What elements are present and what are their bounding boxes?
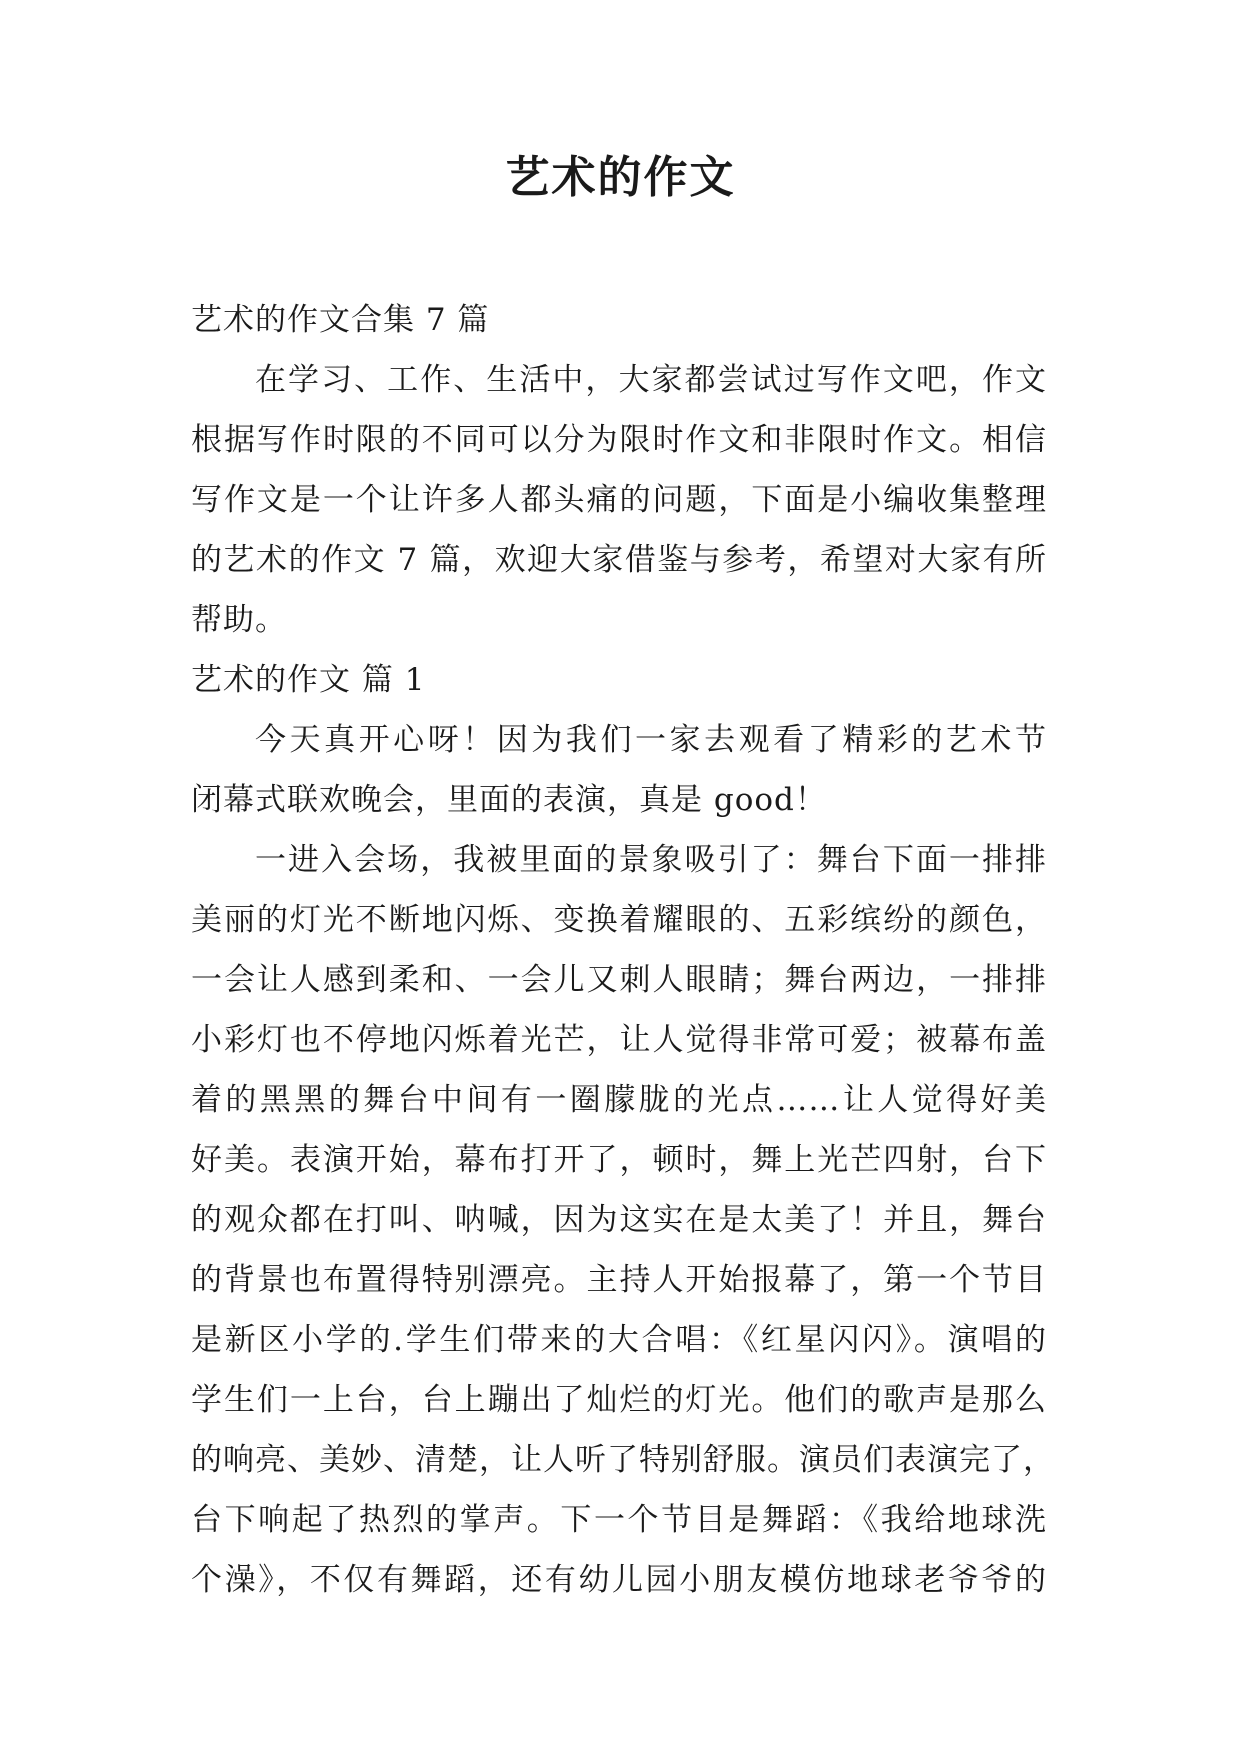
- text-line: 一会让人感到柔和、一会儿又刺人眼睛；舞台两边，一排排: [191, 962, 1047, 998]
- text-line: 小彩灯也不停地闪烁着光芒，让人觉得非常可爱；被幕布盖: [191, 1022, 1047, 1058]
- text-line: 闭幕式联欢晚会，里面的表演，真是 good！: [191, 782, 827, 818]
- text-line: 写作文是一个让许多人都头痛的问题，下面是小编收集整理: [191, 482, 1047, 518]
- text-line: 台下响起了热烈的掌声。下一个节目是舞蹈：《我给地球洗: [191, 1502, 1047, 1538]
- text-line: 是新区小学的.学生们带来的大合唱：《红星闪闪》。演唱的: [191, 1322, 1047, 1358]
- text-line: 根据写作时限的不同可以分为限时作文和非限时作文。相信: [191, 422, 1047, 458]
- text-line: 个澡》，不仅有舞蹈，还有幼儿园小朋友模仿地球老爷爷的: [191, 1562, 1047, 1598]
- text-line: 的艺术的作文 7 篇，欢迎大家借鉴与参考，希望对大家有所: [191, 542, 1047, 578]
- text-line: 美丽的灯光不断地闪烁、变换着耀眼的、五彩缤纷的颜色，: [191, 902, 1047, 938]
- text-line: 今天真开心呀！因为我们一家去观看了精彩的艺术节: [255, 722, 1047, 758]
- text-line: 在学习、工作、生活中，大家都尝试过写作文吧，作文: [255, 362, 1047, 398]
- text-line: 帮助。: [191, 602, 287, 638]
- text-line: 的响亮、美妙、清楚，让人听了特别舒服。演员们表演完了，: [191, 1442, 1055, 1478]
- text-line: 好美。表演开始，幕布打开了，顿时，舞上光芒四射，台下: [191, 1142, 1047, 1178]
- text-line: 一进入会场，我被里面的景象吸引了：舞台下面一排排: [255, 842, 1047, 878]
- section-heading: 艺术的作文 篇 1: [191, 662, 426, 698]
- text-line: 的观众都在打叫、呐喊，因为这实在是太美了！并且，舞台: [191, 1202, 1047, 1238]
- text-line: 的背景也布置得特别漂亮。主持人开始报幕了，第一个节目: [191, 1262, 1047, 1298]
- document-title: 艺术的作文: [505, 152, 736, 203]
- text-line: 学生们一上台，台上蹦出了灿烂的灯光。他们的歌声是那么: [191, 1382, 1047, 1418]
- document-body: [191, 290, 1055, 1610]
- text-line: 艺术的作文合集 7 篇: [191, 302, 490, 338]
- text-line: 着的黑黑的舞台中间有一圈朦胧的光点……让人觉得好美: [191, 1082, 1047, 1118]
